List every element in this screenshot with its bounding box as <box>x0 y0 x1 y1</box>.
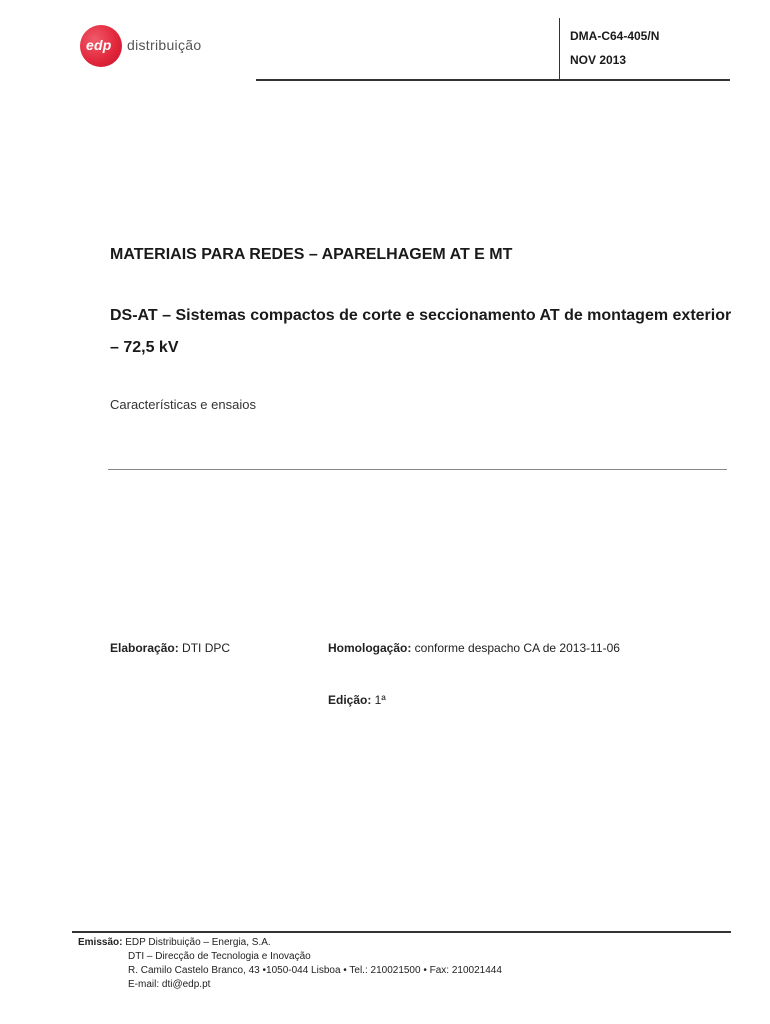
elaboracao-field <box>110 641 230 655</box>
header-divider-vertical <box>559 18 560 80</box>
homologacao-label: Homologação: <box>328 641 412 655</box>
subtitle-line-1: DS-AT – Sistemas compactos de corte e seccionamento AT de montagem exterior <box>110 307 732 324</box>
edicao-value: 1ª <box>371 693 386 707</box>
logo-mark: edp <box>86 37 112 53</box>
elaboracao-label: Elaboração: <box>110 641 179 655</box>
footer-emissao <box>78 937 271 948</box>
emissao-label: Emissão: <box>78 937 123 948</box>
main-title: MATERIAIS PARA REDES – APARELHAGEM AT E MT <box>110 246 513 263</box>
edicao-label: Edição: <box>328 693 372 707</box>
subtitle-line-2: – 72,5 kV <box>110 339 179 356</box>
footer-divider <box>72 931 731 933</box>
logo-text: distribuição <box>127 37 202 53</box>
homologacao-field <box>328 641 620 655</box>
header-divider-horizontal <box>256 79 730 81</box>
footer-address: R. Camilo Castelo Branco, 43 •1050-044 Lisboa • Tel.: 210021500 • Fax: 210021444 <box>128 965 502 976</box>
document-description: Características e ensaios <box>110 397 256 412</box>
emissao-value: EDP Distribuição – Energia, S.A. <box>122 937 271 948</box>
document-date: NOV 2013 <box>570 53 627 67</box>
edp-logo <box>80 25 220 81</box>
elaboracao-value: DTI DPC <box>178 641 231 655</box>
title-separator <box>108 469 727 470</box>
document-code: DMA-C64-405/N <box>570 29 660 43</box>
footer-department: DTI – Direcção de Tecnologia e Inovação <box>128 951 311 962</box>
homologacao-value: conforme despacho CA de 2013-11-06 <box>411 641 620 655</box>
edicao-field <box>328 693 386 707</box>
footer-email: E-mail: dti@edp.pt <box>128 979 211 990</box>
